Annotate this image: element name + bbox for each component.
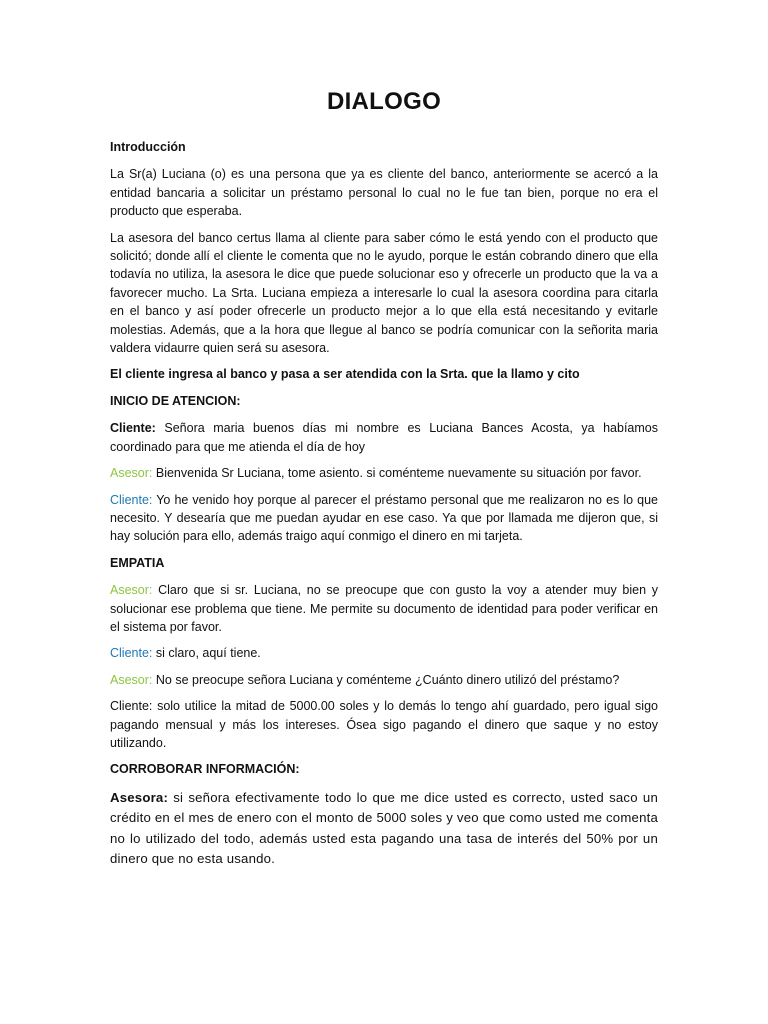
paragraph-ingreso: El cliente ingresa al banco y pasa a ser atendida con la Srta. que la llamo y cito (110, 367, 580, 382)
dialog-line (110, 697, 658, 752)
speaker-label: Cliente: (110, 699, 153, 714)
heading-introduccion: Introducción (110, 140, 186, 154)
dialog-text: si claro, aquí tiene. (152, 646, 261, 661)
speaker-label: Asesor: (110, 583, 153, 598)
dialog-line (110, 464, 658, 482)
speaker-label: Asesor: (110, 672, 153, 687)
speaker-label: Cliente: (110, 646, 153, 661)
speaker-label: Cliente: (110, 492, 153, 507)
heading-empatia: EMPATIA (110, 555, 165, 570)
dialog-text: solo utilice la mitad de 5000.00 soles y lo demás lo tengo ahí guardado, pero igual sigo pagando mensual y más los intereses. Ósea sigo pagando el dinero que saque y no estoy utilizando. (110, 699, 658, 750)
paragraph-intro-2: La asesora del banco certus llama al cliente para saber cómo le está yendo con el producto que solicitó; donde allí el cliente le comenta que no le ayudo, porque le están cobrando dinero que ella todavía no utiliza, la asesora le dice que puede solucionar eso y ofrecerle un producto que la va a favorecer mucho. La Srta. Luciana empieza a interesarle lo cual la asesora coordina para citarla en el banco y así poder ofrecerle un producto mejor a lo que ella está necesitando y evitarle molestias. Además, que a la hora que llegue al banco se podría comunicar con la señorita maria valdera vidaurre quien será su asesora. (110, 230, 658, 356)
dialog-line (110, 671, 658, 689)
dialog-text: Claro que si sr. Luciana, no se preocupe que con gusto la voy a atender muy bien y solucionar ese problema que tiene. Me permite su documento de identidad para poder verificar en el sistema por favor. (110, 583, 658, 634)
paragraph-intro-1: La Sr(a) Luciana (o) es una persona que ya es cliente del banco, anteriormente se acercó a la entidad bancaria a solicitar un préstamo personal lo cual no le fue tan bien, porque no era el producto que esperaba. (110, 167, 658, 219)
dialog-text: si señora efectivamente todo lo que me dice usted es correcto, usted saco un crédito en el mes de enero con el monto de 5000 soles y veo que como usted me comenta no lo utilizado del todo, además usted esta pagando una tasa de interés del 50% por un dinero que no esta usando. (110, 789, 658, 866)
heading-corroborar: CORROBORAR INFORMACIÓN: (110, 762, 300, 777)
document-title: DIALOGO (326, 88, 442, 115)
dialog-line (110, 581, 658, 636)
dialog-text: Señora maria buenos días mi nombre es Luciana Bances Acosta, ya habíamos coordinado para que me atienda el día de hoy (110, 421, 658, 454)
dialog-text: Bienvenida Sr Luciana, tome asiento. si coménteme nuevamente su situación por favor. (152, 466, 642, 481)
speaker-label: Asesor: (110, 466, 153, 481)
speaker-label: Asesora: (110, 789, 169, 805)
dialog-text: No se preocupe señora Luciana y coménteme ¿Cuánto dinero utilizó del préstamo? (152, 672, 620, 687)
dialog-line (110, 419, 658, 456)
dialog-line (110, 491, 658, 546)
speaker-label: Cliente: (110, 421, 156, 436)
heading-inicio-atencion: INICIO DE ATENCION: (110, 393, 241, 408)
dialog-text: Yo he venido hoy porque al parecer el préstamo personal que me realizaron no es lo que necesito. Y desearía que me puedan ayudar en ese caso. Ya que por llamada me dijeron que, si hay solución para ello, además traigo aquí conmigo el dinero en mi tarjeta. (110, 492, 658, 544)
dialog-line (110, 788, 658, 870)
dialog-line (110, 644, 658, 662)
